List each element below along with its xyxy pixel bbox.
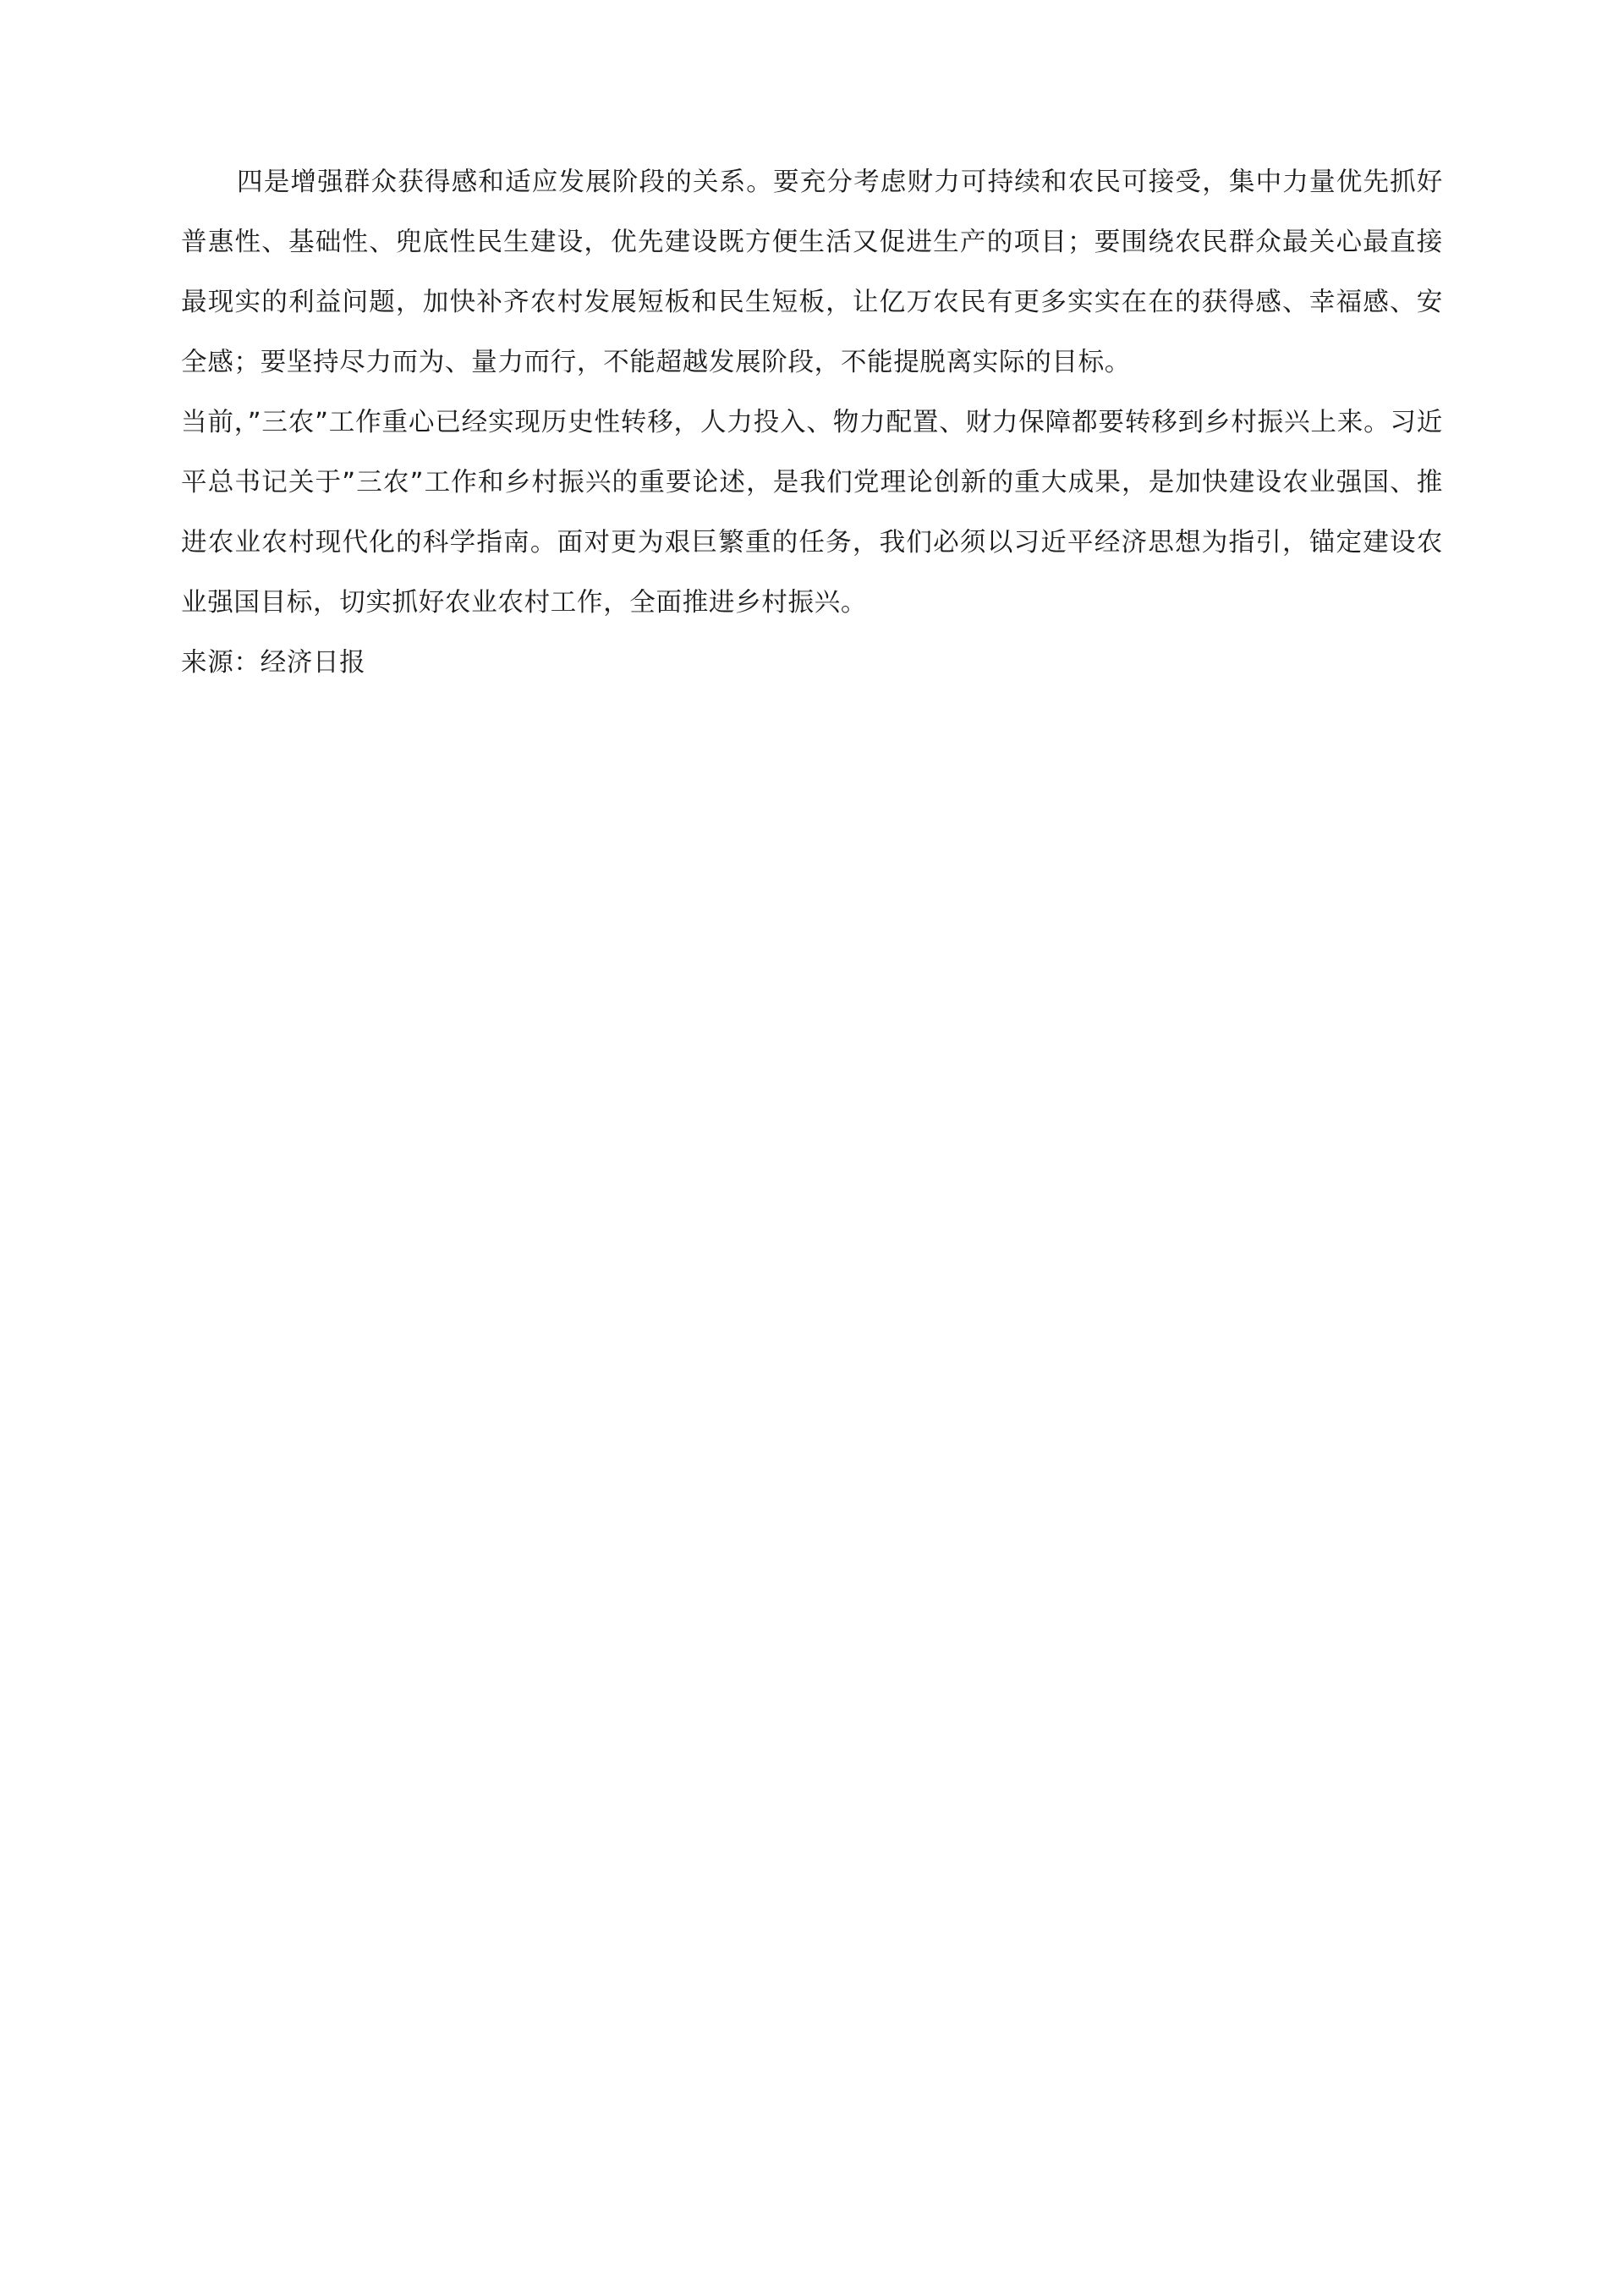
paragraph-conclusion: 当前，”三农”工作重心已经实现历史性转移，人力投入、物力配置、财力保障都要转移到乡村振兴上来。习近平总书记关于”三农”工作和乡村振兴的重要论述，是我们党理论创新的重大成果，是加快建设农业强国、推进农业农村现代化的科学指南。面对更为艰巨繁重的任务，我们必须以习近平经济思想为指引，锚定建设农业强国目标，切实抓好农业农村工作，全面推进乡村振兴。 [181,408,1443,618]
paragraph-relationship: 四是增强群众获得感和适应发展阶段的关系。要充分考虑财力可持续和农民可接受，集中力量优先抓好普惠性、基础性、兜底性民生建设，优先建设既方便生活又促进生产的项目；要围绕农民群众最关心最直接最现实的利益问题，加快补齐农村发展短板和民生短板，让亿万农民有更多实实在在的获得感、幸福感、安全感；要坚持尽力而为、量力而行，不能超越发展阶段，不能提脱离实际的目标。 [181,168,1443,377]
article-body [181,152,1443,693]
source-line: 来源：经济日报 [181,648,366,678]
